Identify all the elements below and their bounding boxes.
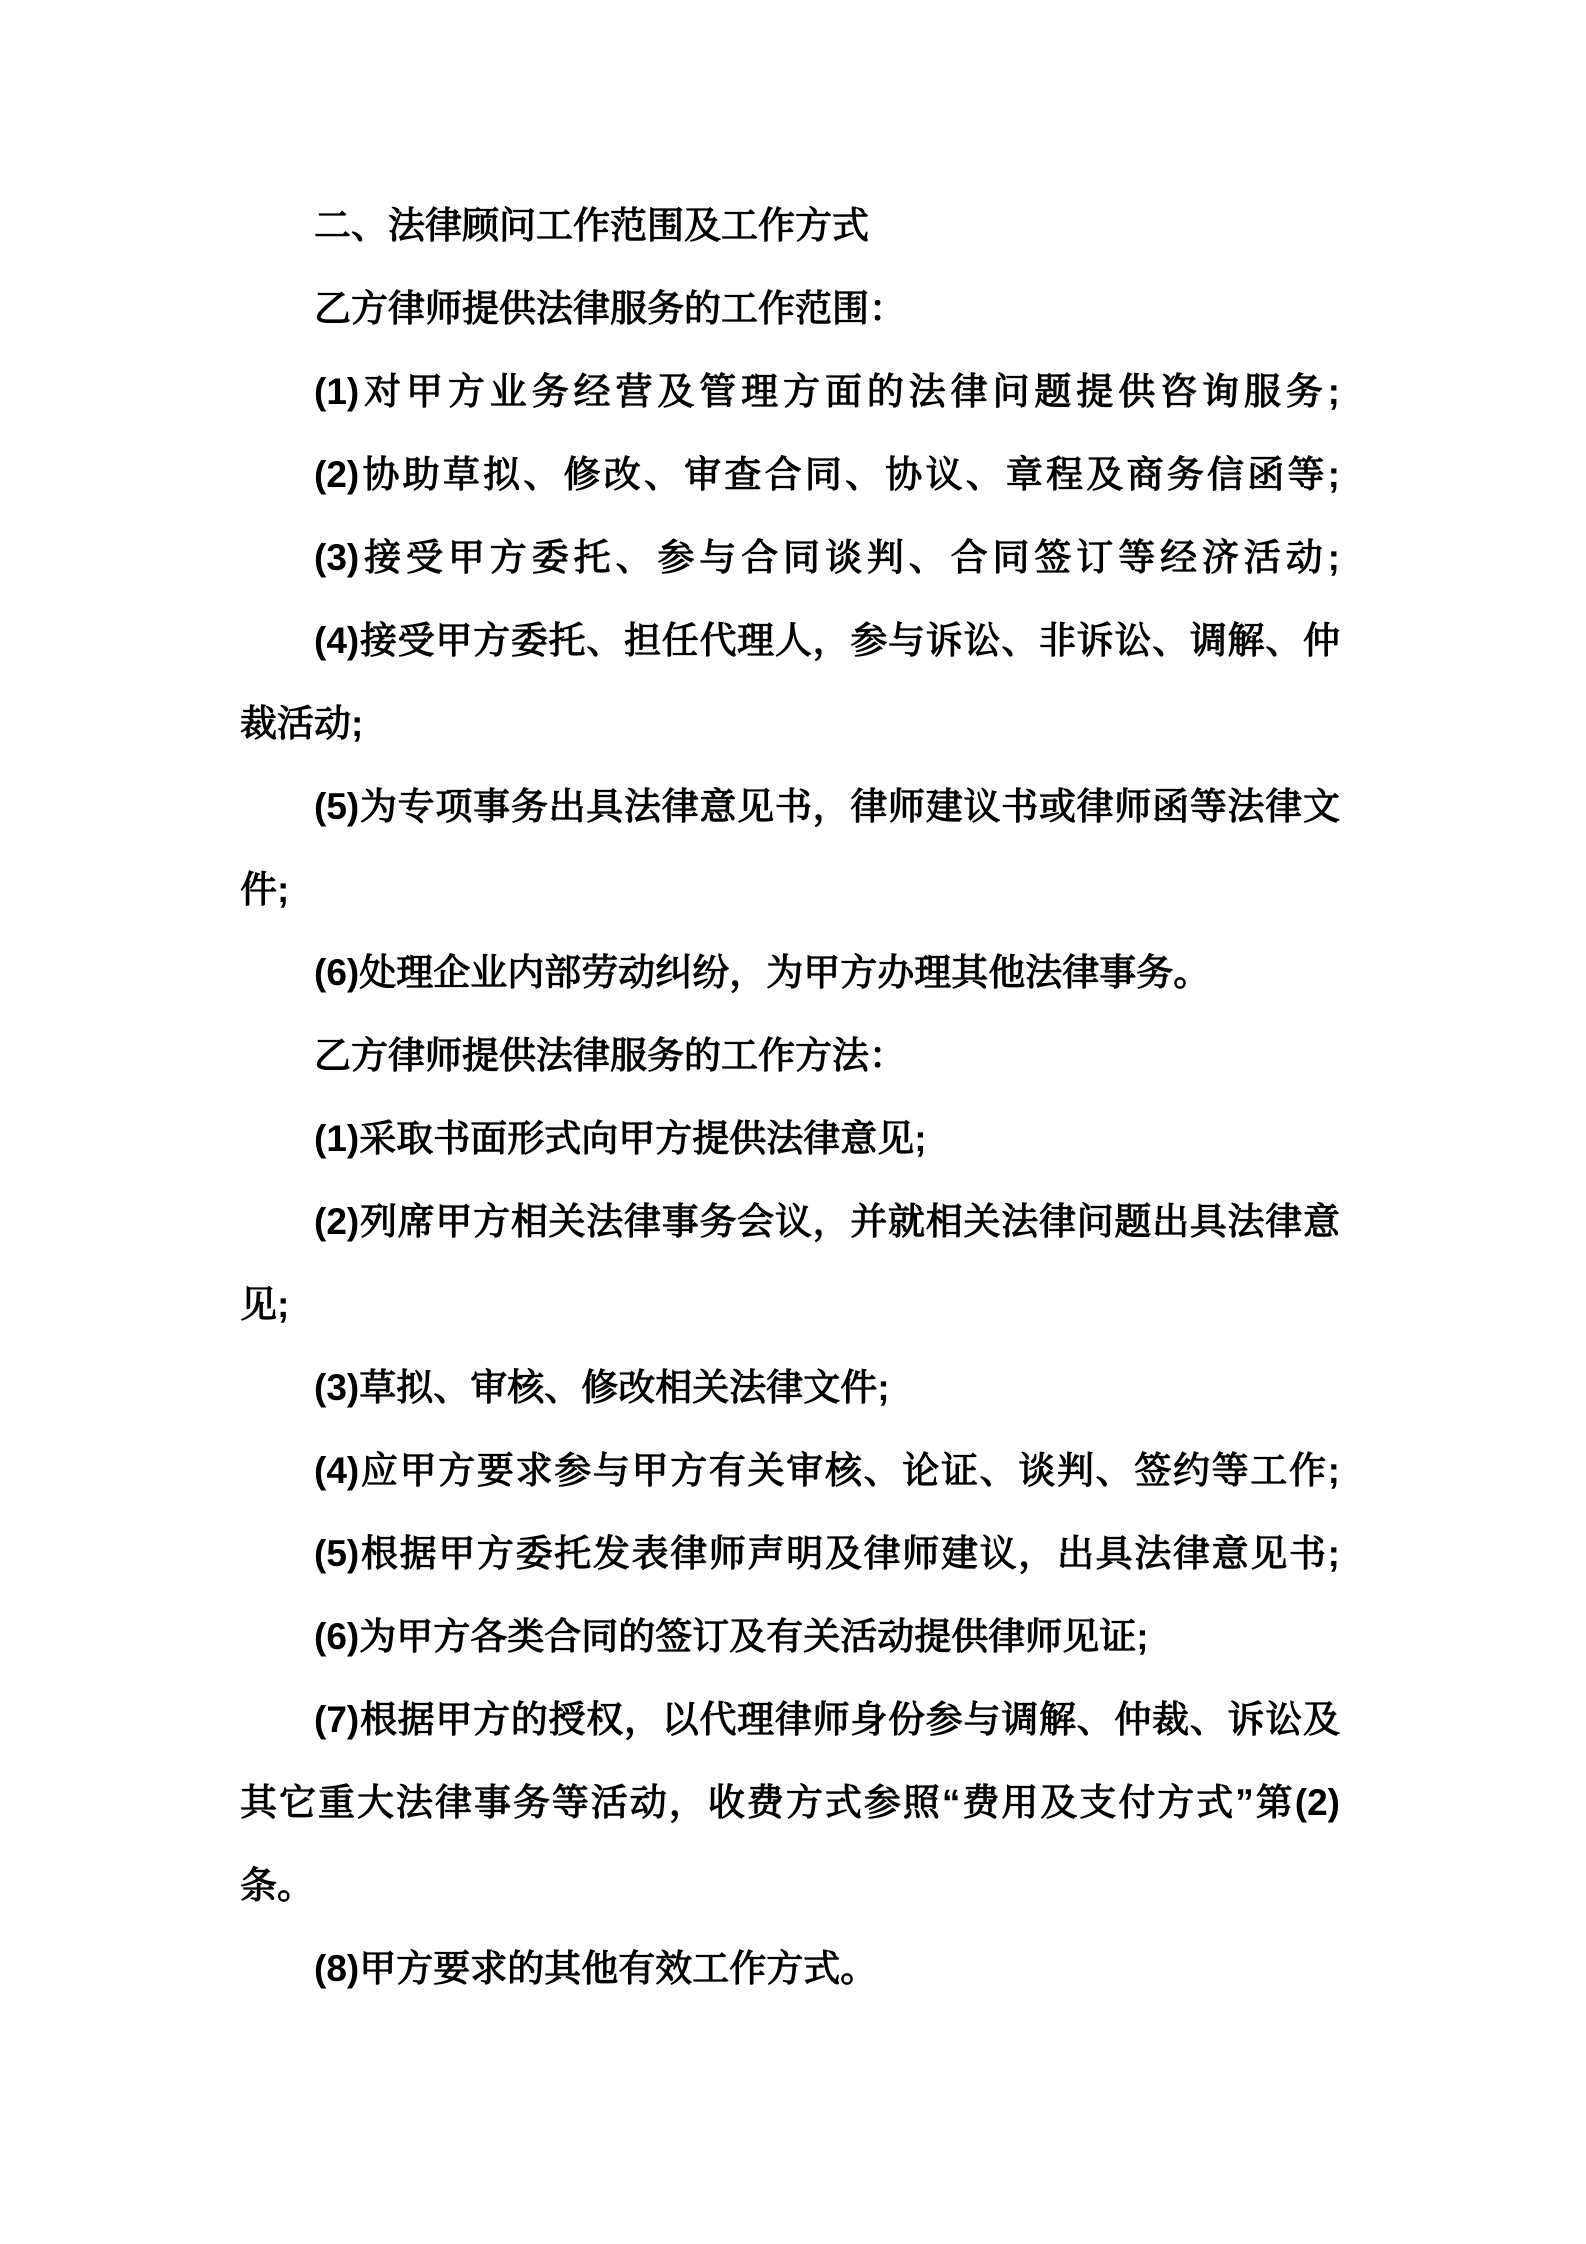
document-line: (6)为甲方各类合同的签订及有关活动提供律师见证; — [314, 1616, 1149, 1657]
document-line: 二、法律顾问工作范围及工作方式 — [314, 205, 869, 246]
document-line: (4)应甲方要求参与甲方有关审核、论证、谈判、签约等工作; — [314, 1450, 1340, 1491]
document-line: (8)甲方要求的其他有效工作方式。 — [314, 1948, 878, 1989]
document-body — [240, 184, 1340, 2010]
document-line: (2)协助草拟、修改、审查合同、协议、章程及商务信函等; — [314, 454, 1340, 495]
document-line: 乙方律师提供法律服务的工作范围： — [314, 288, 906, 329]
document-line: (5)为专项事务出具法律意见书，律师建议书或律师函等法律文 — [314, 786, 1340, 827]
document-line: (2)列席甲方相关法律事务会议，并就相关法律问题出具法律意 — [314, 1201, 1340, 1242]
document-line: (3)草拟、审核、修改相关法律文件; — [314, 1367, 890, 1408]
document-line: 裁活动; — [240, 703, 364, 744]
document-line: (7)根据甲方的授权，以代理律师身份参与调解、仲裁、诉讼及 — [314, 1699, 1340, 1740]
document-line: (1)对甲方业务经营及管理方面的法律问题提供咨询服务; — [314, 371, 1340, 412]
document-line: 件; — [240, 869, 290, 910]
document-line: 乙方律师提供法律服务的工作方法： — [314, 1035, 906, 1076]
document-line: 条。 — [240, 1865, 314, 1906]
document-line: (4)接受甲方委托、担任代理人，参与诉讼、非诉讼、调解、仲 — [314, 620, 1340, 661]
document-line: (3)接受甲方委托、参与合同谈判、合同签订等经济活动; — [314, 537, 1340, 578]
document-line: 其它重大法律事务等活动，收费方式参照“费用及支付方式”第(2) — [240, 1782, 1340, 1823]
document-line: (6)处理企业内部劳动纠纷，为甲方办理其他法律事务。 — [314, 952, 1211, 993]
document-line: (5)根据甲方委托发表律师声明及律师建议，出具法律意见书; — [314, 1533, 1340, 1574]
document-line: (1)采取书面形式向甲方提供法律意见; — [314, 1118, 927, 1159]
document-line: 见; — [240, 1284, 290, 1325]
